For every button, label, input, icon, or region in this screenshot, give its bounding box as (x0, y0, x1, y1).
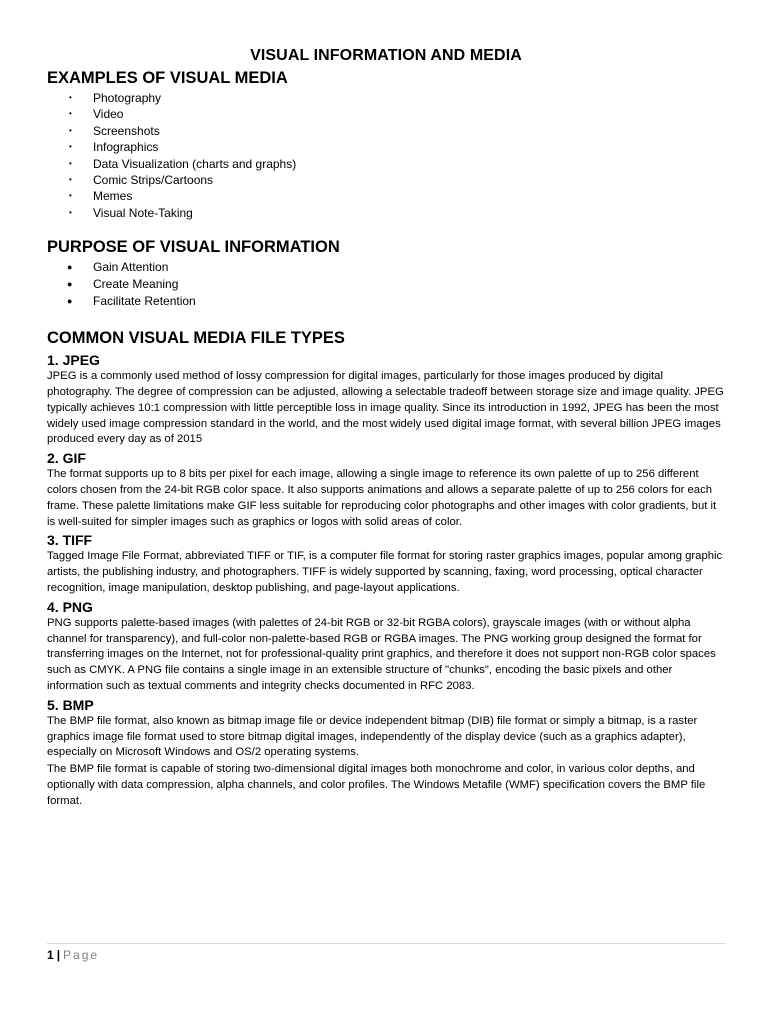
file-type-heading: 2. GIF (47, 450, 86, 467)
list-item: ● Gain Attention (47, 259, 725, 276)
footer-separator: | (56, 948, 61, 962)
list-item: • Video (47, 106, 725, 122)
document-title: VISUAL INFORMATION AND MEDIA (250, 47, 522, 64)
examples-heading: EXAMPLES OF VISUAL MEDIA (47, 69, 288, 87)
file-type-heading: 4. PNG (47, 598, 93, 615)
file-type-png (47, 598, 725, 695)
file-type-description: Tagged Image File Format, abbreviated TIFF or TIF, is a computer file format for storing raster graphics images, popular among graphic artists, the publishing industry, and photographers. TIFF is widely supported by scanning, faxing, word processing, optical character recognition, image manipulation, desktop publishing, and page-layout applications. (47, 550, 723, 595)
file-type-description: The BMP file format is capable of storing two-dimensional digital images both monochrome and color, in various color depths, and optionally with data compression, alpha channels, and color profiles. The Windows Metafile (WMF) specification covers the BMP file format. (47, 763, 706, 807)
file-type-description: PNG supports palette-based images (with palettes of 24-bit RGB or 32-bit RGBA colors), grayscale images (with or without alpha channel for transparency), and full-color non-palette-based RGB or RGBA images. The PNG working group designed the format for transferring images on the Internet, not for professional-quality print graphics, and therefore it does not support non-RGB color spaces such as CMYK. A PNG file contains a single image in an extensible structure of "chunks", encoding the basic pixels and other information such as textual comments and integrity checks documented in RFC 2083. (47, 616, 716, 692)
footer-divider (47, 943, 725, 944)
list-item: • Photography (47, 90, 725, 106)
file-type-heading: 1. JPEG (47, 352, 100, 369)
list-item: • Memes (47, 188, 725, 204)
file-type-heading: 3. TIFF (47, 532, 93, 549)
page-number: 1 (47, 948, 54, 962)
list-item: ● Create Meaning (47, 276, 725, 293)
file-type-description: JPEG is a commonly used method of lossy compression for digital images, particularly for those images produced by digital photography. The degree of compression can be adjusted, allowing a selectable tradeoff between storage size and image quality. JPEG typically achieves 10:1 compression with little perceptible loss in image quality. Since its introduction in 1992, JPEG has been the most widely used image compression standard in the world, and the most widely used digital image format, with several billion JPEG images produced every day as of 2015 (47, 370, 724, 446)
list-item: • Data Visualization (charts and graphs) (47, 156, 725, 172)
purpose-heading: PURPOSE OF VISUAL INFORMATION (47, 238, 340, 257)
file-types-heading: COMMON VISUAL MEDIA FILE TYPES (47, 329, 345, 348)
page-content (47, 46, 725, 811)
file-type-tiff (47, 531, 725, 596)
list-item: ● Facilitate Retention (47, 293, 725, 310)
list-item: • Visual Note-Taking (47, 205, 725, 221)
examples-list (47, 90, 725, 221)
page-footer (47, 947, 99, 963)
file-type-gif (47, 449, 725, 530)
purpose-list (47, 259, 725, 310)
list-item: • Comic Strips/Cartoons (47, 172, 725, 188)
list-item: • Infographics (47, 139, 725, 155)
file-type-heading: 5. BMP (47, 696, 94, 713)
file-type-jpeg (47, 351, 725, 448)
page-label: Page (63, 948, 100, 962)
list-item: • Screenshots (47, 123, 725, 139)
file-type-bmp (47, 696, 725, 810)
file-type-description: The BMP file format, also known as bitmap image file or device independent bitmap (DIB) file format or simply a bitmap, is a raster graphics image file format used to store bitmap digital images, independently of the display device (such as a graphics adapter), especially on Microsoft Windows and OS/2 operating systems. (47, 714, 698, 759)
file-type-description: The format supports up to 8 bits per pixel for each image, allowing a single image to reference its own palette of up to 256 different colors chosen from the 24-bit RGB color space. It also supports animations and allows a separate palette of up to 256 colors for each frame. These palette limitations make GIF less suitable for reproducing color photographs and other images with color gradients, but it is well-suited for simpler images such as graphics or logos with solid areas of color. (47, 468, 717, 528)
